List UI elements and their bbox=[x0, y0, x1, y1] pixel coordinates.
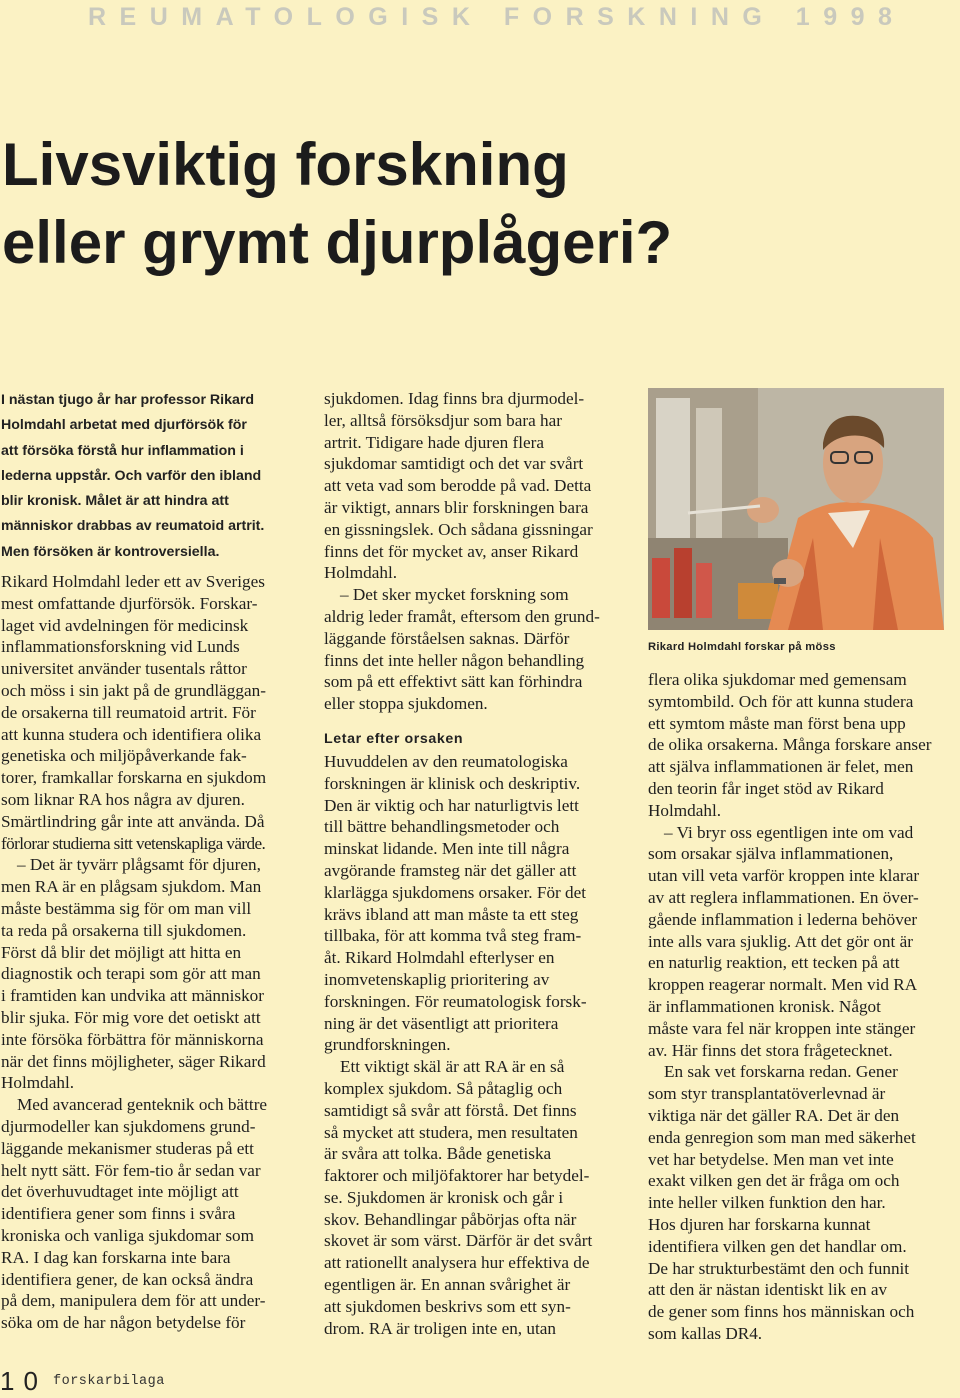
text-line: RA. I dag kan forskarna inte bara bbox=[1, 1247, 231, 1267]
text-line: Först då blir det möjligt att hitta en bbox=[1, 942, 242, 962]
text-line: den teorin får inget stöd av Rikard bbox=[648, 778, 884, 798]
text-line: Rikard Holmdahl leder ett av Sveriges bbox=[1, 572, 265, 592]
text-line: och möss i sin jakt på de grundläggan- bbox=[1, 681, 266, 701]
text-line: Ett viktigt skäl är att RA är en så bbox=[340, 1057, 565, 1077]
text-line: att själva inflammationen är felet, men bbox=[648, 757, 914, 777]
text-line: de orsakerna till reumatoid artrit. För bbox=[1, 702, 256, 722]
text-line: avgörande framsteg när det gäller att bbox=[324, 860, 577, 880]
text-line: att sjukdomen beskrivs som ett syn- bbox=[324, 1296, 571, 1316]
lead-line: människor drabbas av reumatoid artrit. bbox=[1, 518, 265, 535]
text-line: som på ett effektivt sätt kan förhindra bbox=[324, 672, 583, 692]
body-text bbox=[648, 669, 960, 1345]
text-line: ler, alltså försöksdjur som bara har bbox=[324, 410, 562, 430]
text-line: läggande mekanismer studeras på ett bbox=[1, 1138, 254, 1158]
text-line: djurmodeller kan sjukdomens grund- bbox=[1, 1117, 256, 1136]
body-text bbox=[324, 751, 634, 1340]
lead-line: Holmdahl arbetat med djurförsök för bbox=[1, 417, 247, 434]
text-line: av att reglera inflammationen. En över- bbox=[648, 887, 919, 907]
text-line: – Det sker mycket forskning som bbox=[340, 585, 569, 605]
text-line: identifiera vilken gen det handlar om. bbox=[648, 1236, 907, 1256]
text-line: måste vara fel när kroppen inte stänger bbox=[648, 1018, 916, 1038]
text-line: eller stoppa sjukdomen. bbox=[324, 694, 488, 714]
text-line: så mycket att studera, men resultaten bbox=[324, 1122, 578, 1142]
lead-line: Men försöken är kontroversiella. bbox=[1, 543, 220, 560]
running-header: REUMATOLOGISK FORSKNING 1998 bbox=[88, 3, 906, 31]
text-line: ta reda på orsakerna till sjukdomen. bbox=[1, 920, 247, 940]
text-line: laget vid avdelningen för medicinsk bbox=[1, 615, 249, 635]
text-line: på dem, manipulera dem för att under- bbox=[1, 1291, 266, 1311]
text-line: söka om de har någon betydelse för bbox=[1, 1313, 246, 1333]
text-line: de olika orsakerna. Många forskare anser bbox=[648, 735, 932, 755]
column-2 bbox=[324, 388, 634, 1339]
text-line: när det finns möjligheter, säger Rikard bbox=[1, 1051, 266, 1071]
text-line: blir sjuka. För mig vore det oetiskt att bbox=[1, 1008, 261, 1028]
text-line: Smärtlindring går inte att använda. Då bbox=[1, 811, 265, 831]
text-line: inte alls vara sjuklig. Att det gör ont är bbox=[648, 931, 913, 951]
text-line: mest omfattande djurförsök. Forskar- bbox=[1, 593, 258, 613]
text-line: flera olika sjukdomar med gemensam bbox=[648, 670, 907, 689]
text-line: forskningen är klinisk och deskriptiv. bbox=[324, 773, 581, 793]
text-line: som kallas DR4. bbox=[648, 1323, 763, 1343]
body-text bbox=[1, 571, 311, 1334]
text-line: faktorer och miljöfaktorer har betydel- bbox=[324, 1166, 590, 1186]
section-subheading: Letar efter orsaken bbox=[324, 730, 464, 747]
text-line: till bättre behandlingsmetoder och bbox=[324, 817, 560, 837]
text-line: samtidigt så svår att förstå. Det finns bbox=[324, 1100, 577, 1120]
text-line: tillbaka, för att komma två steg fram- bbox=[324, 926, 582, 946]
text-line: Holmdahl. bbox=[324, 563, 398, 583]
text-line: drom. RA är troligen inte en, utan bbox=[324, 1318, 556, 1338]
text-line: symtombild. Och för att kunna studera bbox=[648, 691, 914, 711]
lead-line: att försöka förstå hur inflammation i bbox=[1, 442, 244, 459]
lead-paragraph bbox=[1, 388, 311, 565]
text-line: enda genregion som man med säkerhet bbox=[648, 1127, 916, 1147]
text-line: vet har betydelse. Men man vet inte bbox=[648, 1149, 894, 1169]
text-line: Med avancerad genteknik och bättre bbox=[17, 1095, 268, 1115]
text-line: se. Sjukdomen är kronisk och går i bbox=[324, 1187, 564, 1207]
text-line: inflammationsforskning vid Lunds bbox=[1, 637, 240, 657]
text-line: att den är nästan identiskt lik en av bbox=[648, 1280, 888, 1300]
headline-line: Livsviktig forskning bbox=[2, 131, 569, 198]
text-line: egentligen är. En annan svårighet är bbox=[324, 1275, 571, 1295]
text-line: genetiska och miljöpåverkande fak- bbox=[1, 746, 247, 766]
text-line: viktiga när det gäller RA. Det är den bbox=[648, 1105, 900, 1125]
text-line: måste bestämma sig för om man vill bbox=[1, 899, 252, 919]
text-line: komplex sjukdom. Så påtaglig och bbox=[324, 1078, 563, 1098]
text-line: Huvuddelen av den reumatologiska bbox=[324, 751, 568, 771]
text-line: sjukdomar samtidigt och det var svårt bbox=[324, 454, 584, 474]
headline-line: eller grymt djurplågeri? bbox=[2, 209, 673, 276]
text-line: finns det inte heller någon behandling bbox=[324, 650, 585, 670]
column-3 bbox=[648, 388, 960, 1345]
headline bbox=[2, 126, 672, 282]
text-line: att rationellt analysera hur effektiva de bbox=[324, 1253, 590, 1273]
text-line: skovet är som värst. Därför är det svårt bbox=[324, 1231, 593, 1251]
text-line: helt nytt sätt. För fem-tio år sedan var bbox=[1, 1160, 261, 1180]
text-line: torer, framkallar forskarna en sjukdom bbox=[1, 768, 267, 788]
text-line: förlorar studierna sitt vetenskapliga värde. bbox=[1, 833, 266, 853]
text-line: identifiera gener, de kan också ändra bbox=[1, 1269, 254, 1289]
text-line: läggande förståelsen saknas. Därför bbox=[324, 628, 570, 648]
text-line: ett symtom måste man först bena upp bbox=[648, 713, 906, 733]
text-line: krävs ibland att man måste ta ett steg bbox=[324, 904, 579, 924]
text-line: inte heller vilken funktion den har. bbox=[648, 1193, 886, 1213]
text-line: aldrig leder framåt, eftersom den grund- bbox=[324, 606, 600, 626]
text-line: är inflammationen kronisk. Något bbox=[648, 996, 881, 1016]
column-1 bbox=[1, 388, 311, 1334]
text-line: som orsakar själva inflammationen, bbox=[648, 844, 894, 864]
text-line: i framtiden kan undvika att människor bbox=[1, 986, 264, 1006]
text-line: – Det är tyvärr plågsamt för djuren, bbox=[17, 855, 261, 875]
lead-line: blir kronisk. Målet är att hindra att bbox=[1, 493, 229, 510]
text-line: som liknar RA hos några av djuren. bbox=[1, 790, 245, 810]
text-line: är svåra att tolka. Både genetiska bbox=[324, 1144, 552, 1164]
text-line: att kunna studera och identifiera olika bbox=[1, 724, 262, 744]
text-line: En sak vet forskarna redan. Gener bbox=[664, 1062, 898, 1082]
text-line: Den är viktig och har naturligtvis lett bbox=[324, 795, 579, 815]
photo-caption: Rikard Holmdahl forskar på möss bbox=[648, 641, 836, 653]
text-line: åt. Rikard Holmdahl efterlyser en bbox=[324, 948, 555, 968]
lead-line: lederna uppstår. Och varför den ibland bbox=[1, 467, 262, 484]
text-line: identifiera gener som finns i svåra bbox=[1, 1204, 236, 1224]
text-line: grundforskningen. bbox=[324, 1035, 451, 1055]
text-line: som styr transplantatöverlevnad är bbox=[648, 1084, 886, 1104]
text-line: inomvetenskaplig prioritering av bbox=[324, 969, 550, 989]
text-line: diagnostik och terapi som gör att man bbox=[1, 964, 261, 984]
text-line: forskningen. För reumatologisk forsk- bbox=[324, 991, 587, 1011]
text-line: av. Här finns det stora frågetecknet. bbox=[648, 1040, 893, 1060]
text-line: skov. Behandlingar påbörjas ofta när bbox=[324, 1209, 577, 1229]
text-line: gående inflammation i lederna behöver bbox=[648, 909, 918, 929]
body-text bbox=[324, 388, 634, 715]
text-line: sjukdomen. Idag finns bra djurmodel- bbox=[324, 389, 585, 408]
text-line: ning är det väsentligt att prioritera bbox=[324, 1013, 559, 1033]
footer-label: forskarbilaga bbox=[53, 1374, 165, 1389]
text-line: en gissningslek. Och sådana gissningar bbox=[324, 519, 593, 539]
text-line: finns det för mycket av, anser Rikard bbox=[324, 541, 579, 561]
text-line: Holmdahl. bbox=[1, 1073, 75, 1093]
lead-line: I nästan tjugo år har professor Rikard bbox=[1, 392, 255, 408]
page-number: 10 bbox=[0, 1366, 47, 1396]
text-line: utan vill veta varför kroppen inte klarar bbox=[648, 866, 920, 886]
text-line: artrit. Tidigare hade djuren flera bbox=[324, 432, 545, 452]
text-line: Holmdahl. bbox=[648, 800, 722, 820]
text-line: minskat lidande. Men inte till några bbox=[324, 839, 570, 859]
text-line: kroppen reagerar normalt. Men vid RA bbox=[648, 975, 918, 995]
text-line: kroniska och vanliga sjukdomar som bbox=[1, 1225, 254, 1245]
text-line: – Vi bryr oss egentligen inte om vad bbox=[664, 822, 914, 842]
text-line: universitet använder tusentals råttor bbox=[1, 659, 247, 679]
text-line: De har strukturbestämt den och funnit bbox=[648, 1258, 910, 1278]
text-line: Hos djuren har forskarna kunnat bbox=[648, 1214, 871, 1234]
text-line: exakt vilken gen det är fråga om och bbox=[648, 1171, 900, 1191]
text-line: det överhuvudtaget inte möjligt att bbox=[1, 1182, 239, 1202]
text-line: de gener som finns hos människan och bbox=[648, 1302, 915, 1322]
text-line: en naturlig reaktion, ett tecken på att bbox=[648, 953, 900, 973]
text-line: att veta vad som berodde på vad. Detta bbox=[324, 476, 592, 496]
text-line: men RA är en plågsam sjukdom. Man bbox=[1, 877, 262, 897]
text-line: inte försöka förbättra för människorna bbox=[1, 1029, 264, 1049]
text-line: klarlägga sjukdomens orsaker. För det bbox=[324, 882, 587, 902]
text-line: är viktigt, annars blir forskningen bara bbox=[324, 497, 589, 517]
